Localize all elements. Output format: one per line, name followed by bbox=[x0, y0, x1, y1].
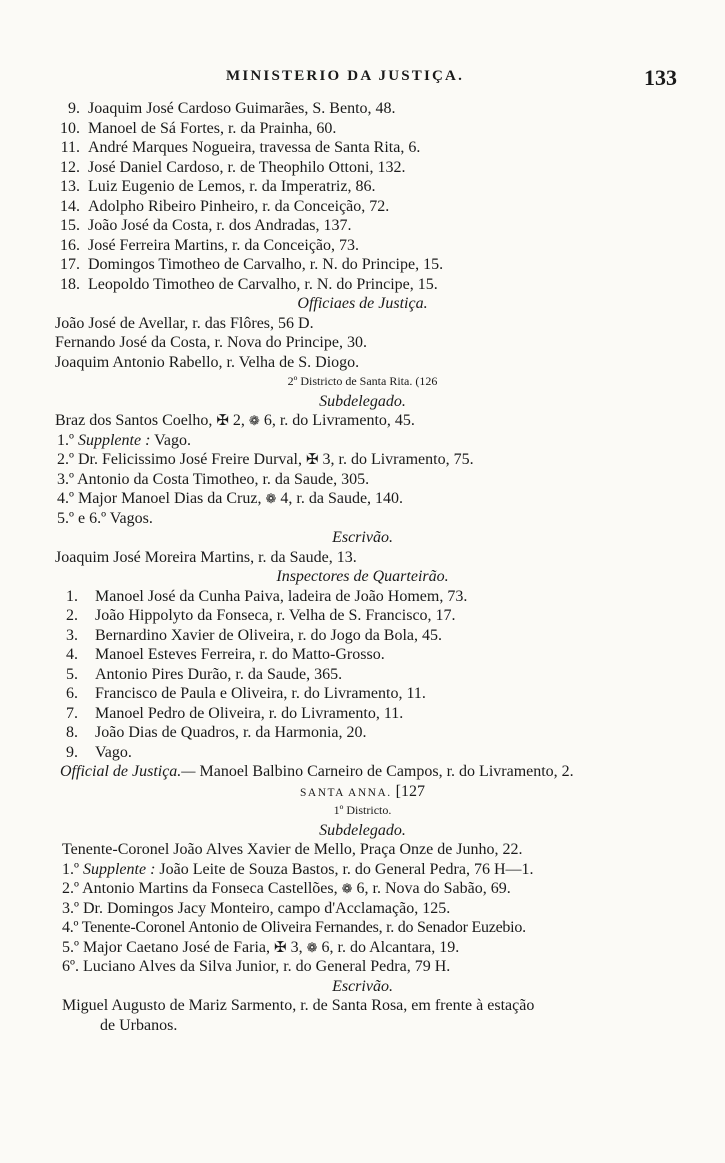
section-title-santa-anna: SANTA ANNA. [127 bbox=[300, 782, 425, 800]
cross-icon: ✠ bbox=[274, 939, 287, 956]
officiaes-entry: João José de Avellar, r. das Flôres, 56 D. bbox=[55, 314, 314, 332]
supplente-entry: 6º. Luciano Alves da Silva Junior, r. do General Pedra, 79 H. bbox=[62, 958, 451, 975]
official-justica-entry: Official de Justiça.— Manoel Balbino Carneiro de Campos, r. do Livramento, 2. bbox=[60, 763, 574, 780]
escrivao-entry: Miguel Augusto de Mariz Sarmento, r. de Santa Rosa, em frente à estação bbox=[62, 997, 535, 1014]
list-item: 8. João Dias de Quadros, r. da Harmonia, 20. bbox=[66, 724, 367, 741]
escrivao-heading: Escrivão. bbox=[332, 977, 393, 995]
list-item: 12. José Daniel Cardoso, r. de Theophilo Ottoni, 132. bbox=[60, 158, 406, 176]
medal-icon: ❁ bbox=[248, 413, 260, 428]
officiaes-entry: Joaquim Antonio Rabello, r. Velha de S. Diogo. bbox=[55, 353, 360, 371]
cross-icon: ✠ bbox=[216, 413, 229, 429]
list-item: 13. Luiz Eugenio de Lemos, r. da Imperatriz, 86. bbox=[60, 178, 376, 195]
cross-icon: ✠ bbox=[305, 452, 319, 468]
supplente-entry: 4.º Major Manoel Dias da Cruz, ❁ 4, r. da Saude, 140. bbox=[57, 490, 404, 507]
supplente-entry: 5.º e 6.º Vagos. bbox=[57, 509, 153, 527]
escrivao-entry: Joaquim José Moreira Martins, r. da Saude, 13. bbox=[55, 548, 357, 566]
list-item: 14. Adolpho Ribeiro Pinheiro, r. da Conceição, 72. bbox=[60, 197, 390, 215]
list-item: 11. André Marques Nogueira, travessa de Santa Rita, 6. bbox=[60, 139, 421, 156]
medal-icon: ❁ bbox=[341, 881, 353, 896]
district-title: 1º Districto. bbox=[333, 803, 392, 817]
subdelegado-heading: Subdelegado. bbox=[319, 392, 406, 410]
officiaes-entry: Fernando José da Costa, r. Nova do Principe, 30. bbox=[55, 334, 367, 351]
page-header bbox=[0, 66, 725, 94]
subdelegado-entry: Braz dos Santos Coelho, ✠ 2, ❁ 6, r. do Livramento, 45. bbox=[55, 412, 415, 429]
page-content bbox=[0, 99, 725, 1035]
supplente-entry: 1.º Supplente : João Leite de Souza Bastos, r. do General Pedra, 76 H—1. bbox=[62, 860, 534, 878]
subdelegado-entry: Tenente-Coronel João Alves Xavier de Mello, Praça Onze de Junho, 22. bbox=[62, 841, 523, 858]
list-item: 4. Manoel Esteves Ferreira, r. do Matto-Grosso. bbox=[66, 646, 385, 663]
list-item: 3. Bernardino Xavier de Oliveira, r. do Jogo da Bola, 45. bbox=[66, 626, 443, 644]
escrivao-entry-continuation: de Urbanos. bbox=[100, 1016, 178, 1034]
list-item: 5. Antonio Pires Durão, r. da Saude, 365. bbox=[66, 665, 343, 683]
supplente-entry: 3.º Antonio da Costa Timotheo, r. da Saude, 305. bbox=[57, 470, 370, 488]
escrivao-heading: Escrivão. bbox=[332, 529, 393, 546]
section-heading-officiaes: Officiaes de Justiça. bbox=[297, 295, 428, 312]
inspectores-heading: Inspectores de Quarteirão. bbox=[276, 568, 449, 585]
list-item: 6. Francisco de Paula e Oliveira, r. do Livramento, 11. bbox=[66, 685, 426, 702]
supplente-entry: 2.º Dr. Felicissimo José Freire Durval, ✠ 3, r. do Livramento, 75. bbox=[57, 451, 474, 468]
list-item: 15. João José da Costa, r. dos Andradas, 137. bbox=[60, 217, 352, 234]
district-title: 2º Districto de Santa Rita. (126 bbox=[287, 374, 438, 388]
subdelegado-heading: Subdelegado. bbox=[319, 821, 406, 839]
medal-icon: ❁ bbox=[306, 939, 318, 955]
list-item: 7. Manoel Pedro de Oliveira, r. do Livramento, 11. bbox=[66, 704, 404, 722]
list-item: 9. Joaquim José Cardoso Guimarães, S. Bento, 48. bbox=[68, 100, 396, 117]
page-number: 133 bbox=[644, 65, 677, 90]
supplente-entry: 1.º Supplente : Vago. bbox=[57, 431, 191, 449]
list-item: 10. Manoel de Sá Fortes, r. da Prainha, 60. bbox=[60, 119, 337, 137]
supplente-entry: 2.º Antonio Martins da Fonseca Castellões, ❁ 6, r. Nova do Sabão, 69. bbox=[62, 880, 511, 897]
running-title: MINISTERIO DA JUSTIÇA. bbox=[226, 68, 465, 84]
supplente-entry: 3.º Dr. Domingos Jacy Monteiro, campo d'Acclamação, 125. bbox=[62, 899, 451, 917]
list-item: 9. Vago. bbox=[66, 743, 132, 761]
list-item: 1. Manoel José da Cunha Paiva, ladeira de João Homem, 73. bbox=[66, 587, 468, 605]
list-item: 2. João Hippolyto da Fonseca, r. Velha de S. Francisco, 17. bbox=[66, 607, 456, 624]
list-item: 17. Domingos Timotheo de Carvalho, r. N. do Principe, 15. bbox=[60, 256, 444, 273]
list-item: 18. Leopoldo Timotheo de Carvalho, r. N. do Principe, 15. bbox=[60, 275, 438, 293]
medal-icon: ❁ bbox=[265, 491, 277, 506]
supplente-entry: 5.º Major Caetano José de Faria, ✠ 3, ❁ 6, r. do Alcantara, 19. bbox=[62, 938, 460, 956]
supplente-entry: 4.º Tenente-Coronel Antonio de Oliveira Fernandes, r. do Senador Euzebio. bbox=[62, 919, 526, 936]
list-item: 16. José Ferreira Martins, r. da Conceição, 73. bbox=[60, 236, 360, 254]
